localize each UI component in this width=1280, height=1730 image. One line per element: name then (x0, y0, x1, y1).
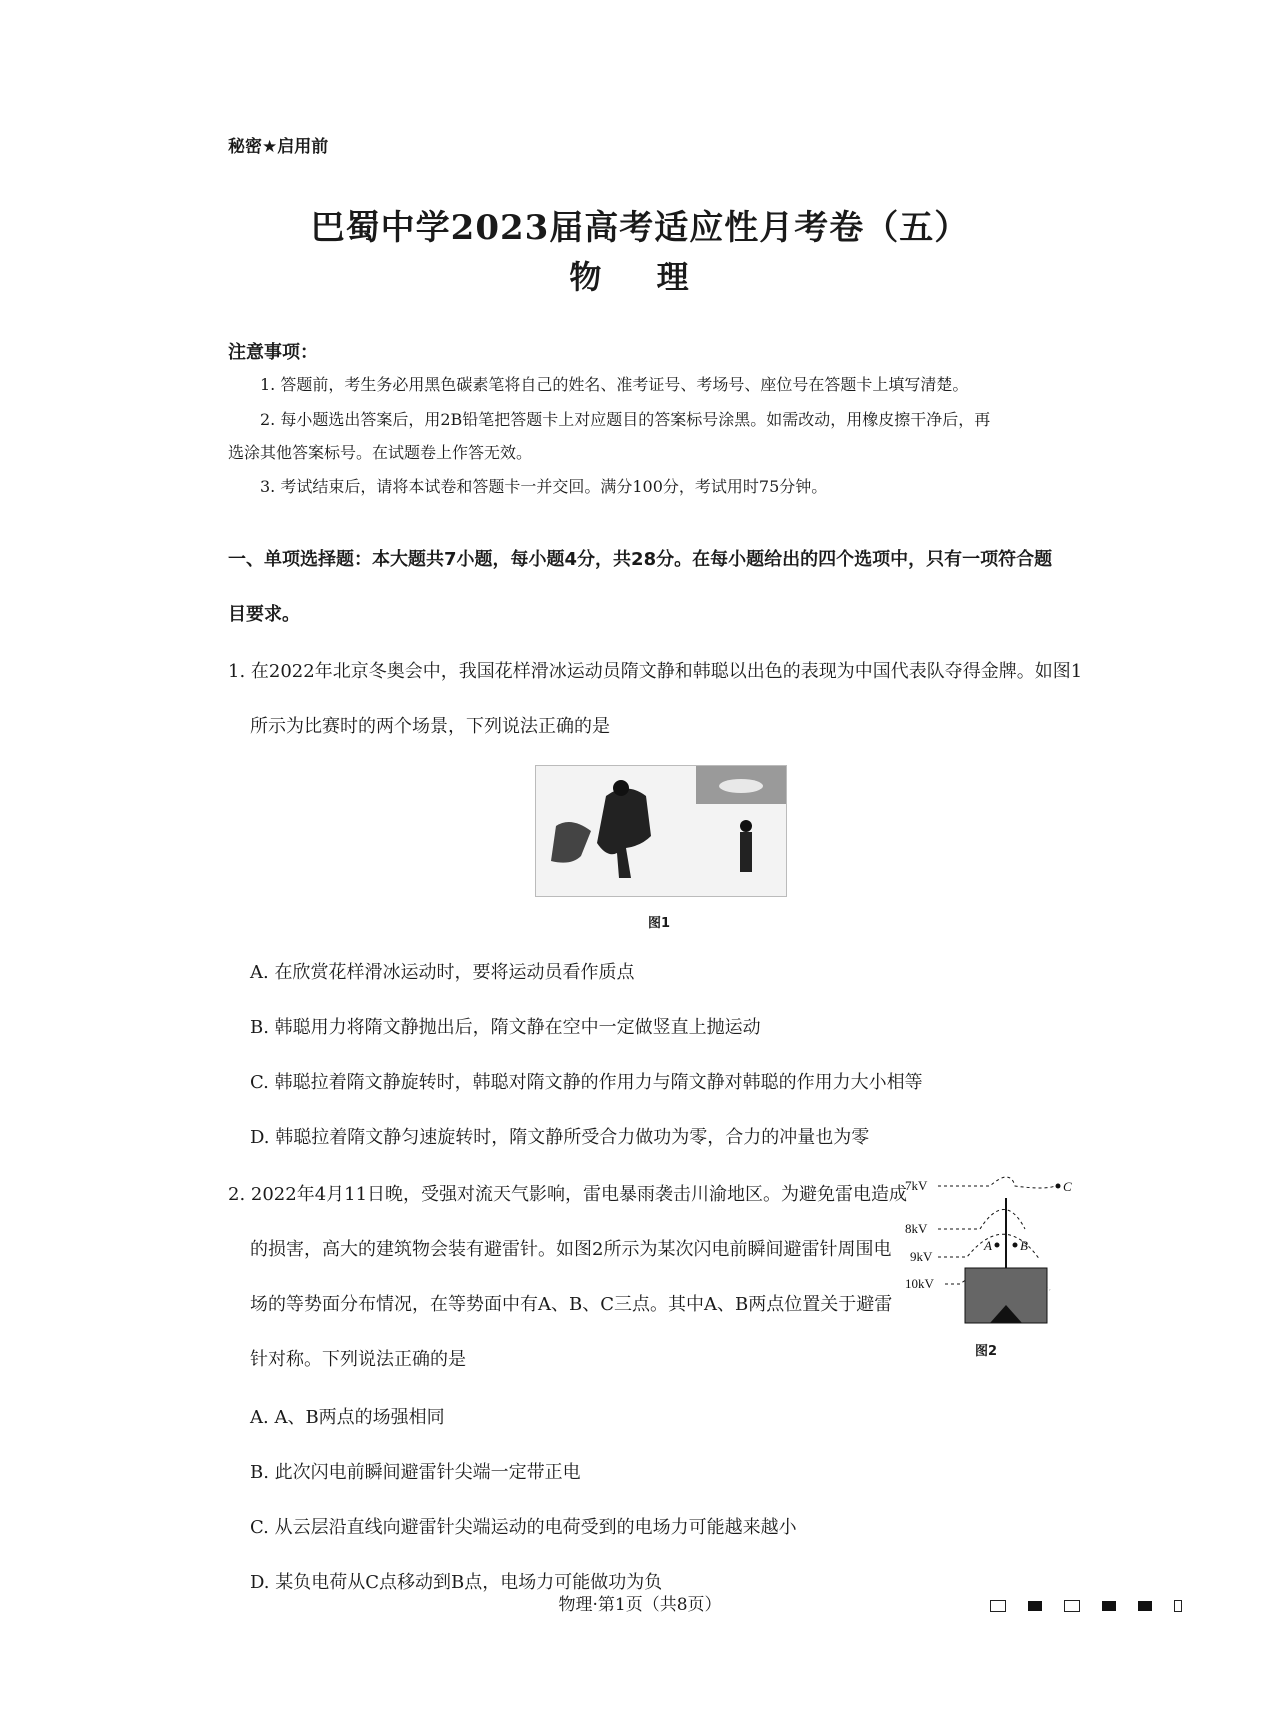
scan-mark (1064, 1600, 1080, 1612)
section-heading-cont: 目要求。 (228, 604, 300, 625)
option-c: C. 从云层沿直线向避雷针尖端运动的电荷受到的电场力可能越来越小 (250, 1517, 797, 1538)
label-9kv: 9kV (910, 1249, 933, 1264)
option-a: A. A、B两点的场强相同 (250, 1407, 445, 1428)
option-d: D. 韩聪拉着隋文静匀速旋转时，隋文静所受合力做功为零，合力的冲量也为零 (250, 1127, 870, 1148)
option-d: D. 某负电荷从C点移动到B点，电场力可能做功为负 (250, 1572, 663, 1593)
scan-mark (1102, 1601, 1116, 1611)
exam-title: 巴蜀中学2023届高考适应性月考卷（五） (310, 208, 970, 248)
page-footer: 物理·第1页（共8页） (558, 1595, 722, 1615)
equipotential-8kv (938, 1210, 1025, 1230)
confidential-label: 秘密★启用前 (228, 137, 329, 157)
option-b: B. 韩聪用力将隋文静抛出后，隋文静在空中一定做竖直上抛运动 (250, 1017, 761, 1038)
note-item: 2. 每小题选出答案后，用2B铅笔把答题卡上对应题目的答案标号涂黑。如需改动，用橡皮擦干净后，再 (260, 410, 991, 429)
figure-1-photo (535, 765, 787, 897)
note-item: 选涂其他答案标号。在试题卷上作答无效。 (228, 443, 533, 462)
option-c: C. 韩聪拉着隋文静旋转时，韩聪对隋文静的作用力与隋文静对韩聪的作用力大小相等 (250, 1072, 923, 1093)
label-7kv: 7kV (905, 1178, 928, 1193)
note-item: 1. 答题前，考生务必用黑色碳素笔将自己的姓名、准考证号、考场号、座位号在答题卡上填写清楚。 (260, 375, 969, 394)
question-2-stem-cont: 场的等势面分布情况，在等势面中有A、B、C三点。其中A、B两点位置关于避雷 (250, 1294, 893, 1315)
scan-mark (1174, 1600, 1182, 1612)
question-2-stem-cont: 的损害，高大的建筑物会装有避雷针。如图2所示为某次闪电前瞬间避雷针周围电 (250, 1239, 892, 1260)
notes-heading: 注意事项： (228, 342, 318, 363)
equipotential-7kv (938, 1177, 1055, 1188)
option-b: B. 此次闪电前瞬间避雷针尖端一定带正电 (250, 1462, 581, 1483)
label-c: C (1063, 1179, 1072, 1194)
point-c (1056, 1184, 1061, 1189)
figure-1-caption: 图1 (648, 916, 671, 931)
question-2-stem-cont: 针对称。下列说法正确的是 (250, 1349, 466, 1370)
scan-mark (1138, 1601, 1152, 1611)
point-a (995, 1243, 1000, 1248)
figure-skating-image (536, 766, 786, 896)
section-heading: 一、单项选择题：本大题共7小题，每小题4分，共28分。在每小题给出的四个选项中，只有一项符合题 (228, 549, 1053, 570)
scan-mark (990, 1600, 1006, 1612)
subject-title: 物 理 (569, 258, 711, 296)
figure-2-diagram (905, 1170, 1085, 1334)
option-a: A. 在欣赏花样滑冰运动时，要将运动员看作质点 (250, 962, 635, 983)
question-1-stem-cont: 所示为比赛时的两个场景，下列说法正确的是 (250, 716, 610, 737)
label-10kv: 10kV (905, 1276, 934, 1291)
question-2-stem: 2. 2022年4月11日晚，受强对流天气影响，雷电暴雨袭击川渝地区。为避免雷电造成 (228, 1184, 908, 1205)
note-item: 3. 考试结束后，请将本试卷和答题卡一并交回。满分100分，考试用时75分钟。 (260, 477, 828, 496)
question-1-stem: 1. 在2022年北京冬奥会中，我国花样滑冰运动员隋文静和韩聪以出色的表现为中国代表队夺得金牌。如图1 (228, 661, 1083, 682)
scan-mark (1028, 1601, 1042, 1611)
label-a: A (984, 1238, 992, 1253)
figure-2-caption: 图2 (975, 1344, 998, 1359)
scan-marks (990, 1595, 1182, 1614)
label-8kv: 8kV (905, 1221, 928, 1236)
label-b: B (1020, 1238, 1028, 1253)
point-b (1013, 1243, 1018, 1248)
